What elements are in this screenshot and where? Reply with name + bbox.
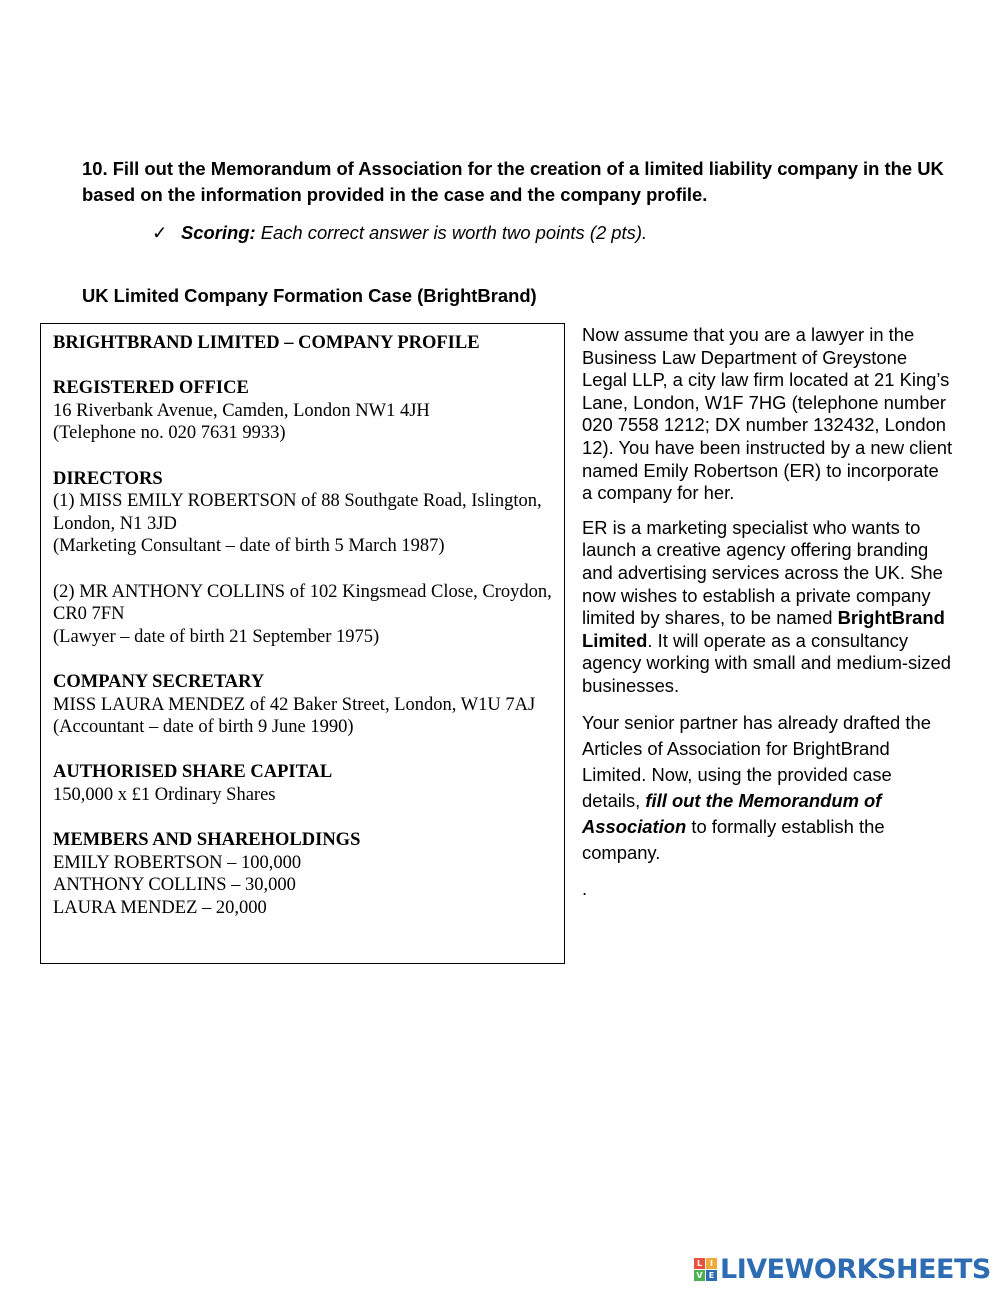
- registered-office-address: 16 Riverbank Avenue, Camden, London NW1 4JH: [53, 400, 430, 421]
- registered-office-section: [53, 377, 552, 445]
- capital-value: 150,000 x £1 Ordinary Shares: [53, 784, 276, 805]
- question-text: [82, 156, 952, 208]
- logo-text: LIVEWORKSHEETS: [720, 1254, 991, 1285]
- secretary-name: MISS LAURA MENDEZ of 42 Baker Street, London, W1U 7AJ: [53, 694, 536, 715]
- capital-heading: AUTHORISED SHARE CAPITAL: [53, 762, 333, 783]
- memorandum-emphasis: fill out the Memorandum of Association: [582, 789, 882, 837]
- directors-heading: DIRECTORS: [53, 468, 163, 489]
- case-paragraph-1: Now assume that you are a lawyer in the Business Law Department of Greystone Legal LLP, a city law firm located at 21 King’s Lane, London, W1F 7HG (telephone number 020 7558 1212; DX number 132432, London 12). You have been instructed by a new client named Emily Robertson (ER) to incorporate a company for her.: [582, 324, 953, 504]
- logo-letter: I: [706, 1258, 717, 1269]
- liveworksheets-logo: [694, 1254, 991, 1285]
- member-item: LAURA MENDEZ – 20,000: [53, 897, 267, 918]
- case-paragraph-3-b: to formally establish the company.: [582, 815, 885, 863]
- directors-section: [53, 468, 552, 649]
- question-number: 10.: [82, 158, 108, 179]
- member-item: ANTHONY COLLINS – 30,000: [53, 875, 296, 896]
- scoring-line: [152, 222, 647, 244]
- trailing-dot: .: [582, 877, 588, 899]
- members-section: [53, 829, 552, 919]
- scoring-text: Each correct answer is worth two points (2 pts).: [260, 222, 648, 243]
- case-description: [582, 324, 954, 912]
- registered-office-heading: REGISTERED OFFICE: [53, 378, 249, 399]
- logo-letter: E: [706, 1270, 717, 1281]
- case-paragraph-3: [582, 710, 954, 866]
- member-item: EMILY ROBERTSON – 100,000: [53, 852, 302, 873]
- case-paragraph-2-b: . It will operate as a consultancy agency working with small and medium-sized businesses.: [582, 629, 951, 696]
- director-1-name: (1) MISS EMILY ROBERTSON of 88 Southgate Road, Islington, London, N1 3JD: [53, 491, 542, 534]
- members-heading: MEMBERS AND SHAREHOLDINGS: [53, 830, 361, 851]
- case-paragraph-3-a: Your senior partner has already drafted the Articles of Association for BrightBrand Limited. Now, using the provided case details,: [582, 711, 931, 811]
- company-name-bold: BrightBrand Limited: [582, 607, 945, 651]
- secretary-detail: (Accountant – date of birth 9 June 1990): [53, 717, 354, 738]
- director-2-detail: (Lawyer – date of birth 21 September 1975): [53, 626, 380, 647]
- case-paragraph-2-a: ER is a marketing specialist who wants to launch a creative agency offering branding and advertising services across the UK. She now wishes to establish a private company limited by shares, to be named: [582, 516, 943, 629]
- question-body: Fill out the Memorandum of Association for the creation of a limited liability company in the UK based on the information provided in the case and the company profile.: [82, 158, 944, 205]
- scoring-label: Scoring:: [181, 222, 256, 243]
- secretary-heading: COMPANY SECRETARY: [53, 671, 265, 692]
- secretary-section: [53, 671, 552, 739]
- case-title: UK Limited Company Formation Case (BrightBrand): [82, 285, 537, 306]
- director-1-detail: (Marketing Consultant – date of birth 5 March 1987): [53, 536, 445, 557]
- logo-letter: L: [694, 1258, 705, 1269]
- case-paragraph-2: [582, 517, 954, 698]
- capital-section: [53, 761, 552, 806]
- checkmark-icon: ✓: [152, 222, 168, 243]
- profile-title: BRIGHTBRAND LIMITED – COMPANY PROFILE: [53, 333, 480, 353]
- logo-mark-icon: [694, 1258, 717, 1281]
- director-2-name: (2) MR ANTHONY COLLINS of 102 Kingsmead Close, Croydon, CR0 7FN: [53, 581, 552, 625]
- logo-letter: V: [694, 1270, 705, 1281]
- registered-office-phone: (Telephone no. 020 7631 9933): [53, 423, 286, 444]
- company-profile-box: [40, 323, 565, 964]
